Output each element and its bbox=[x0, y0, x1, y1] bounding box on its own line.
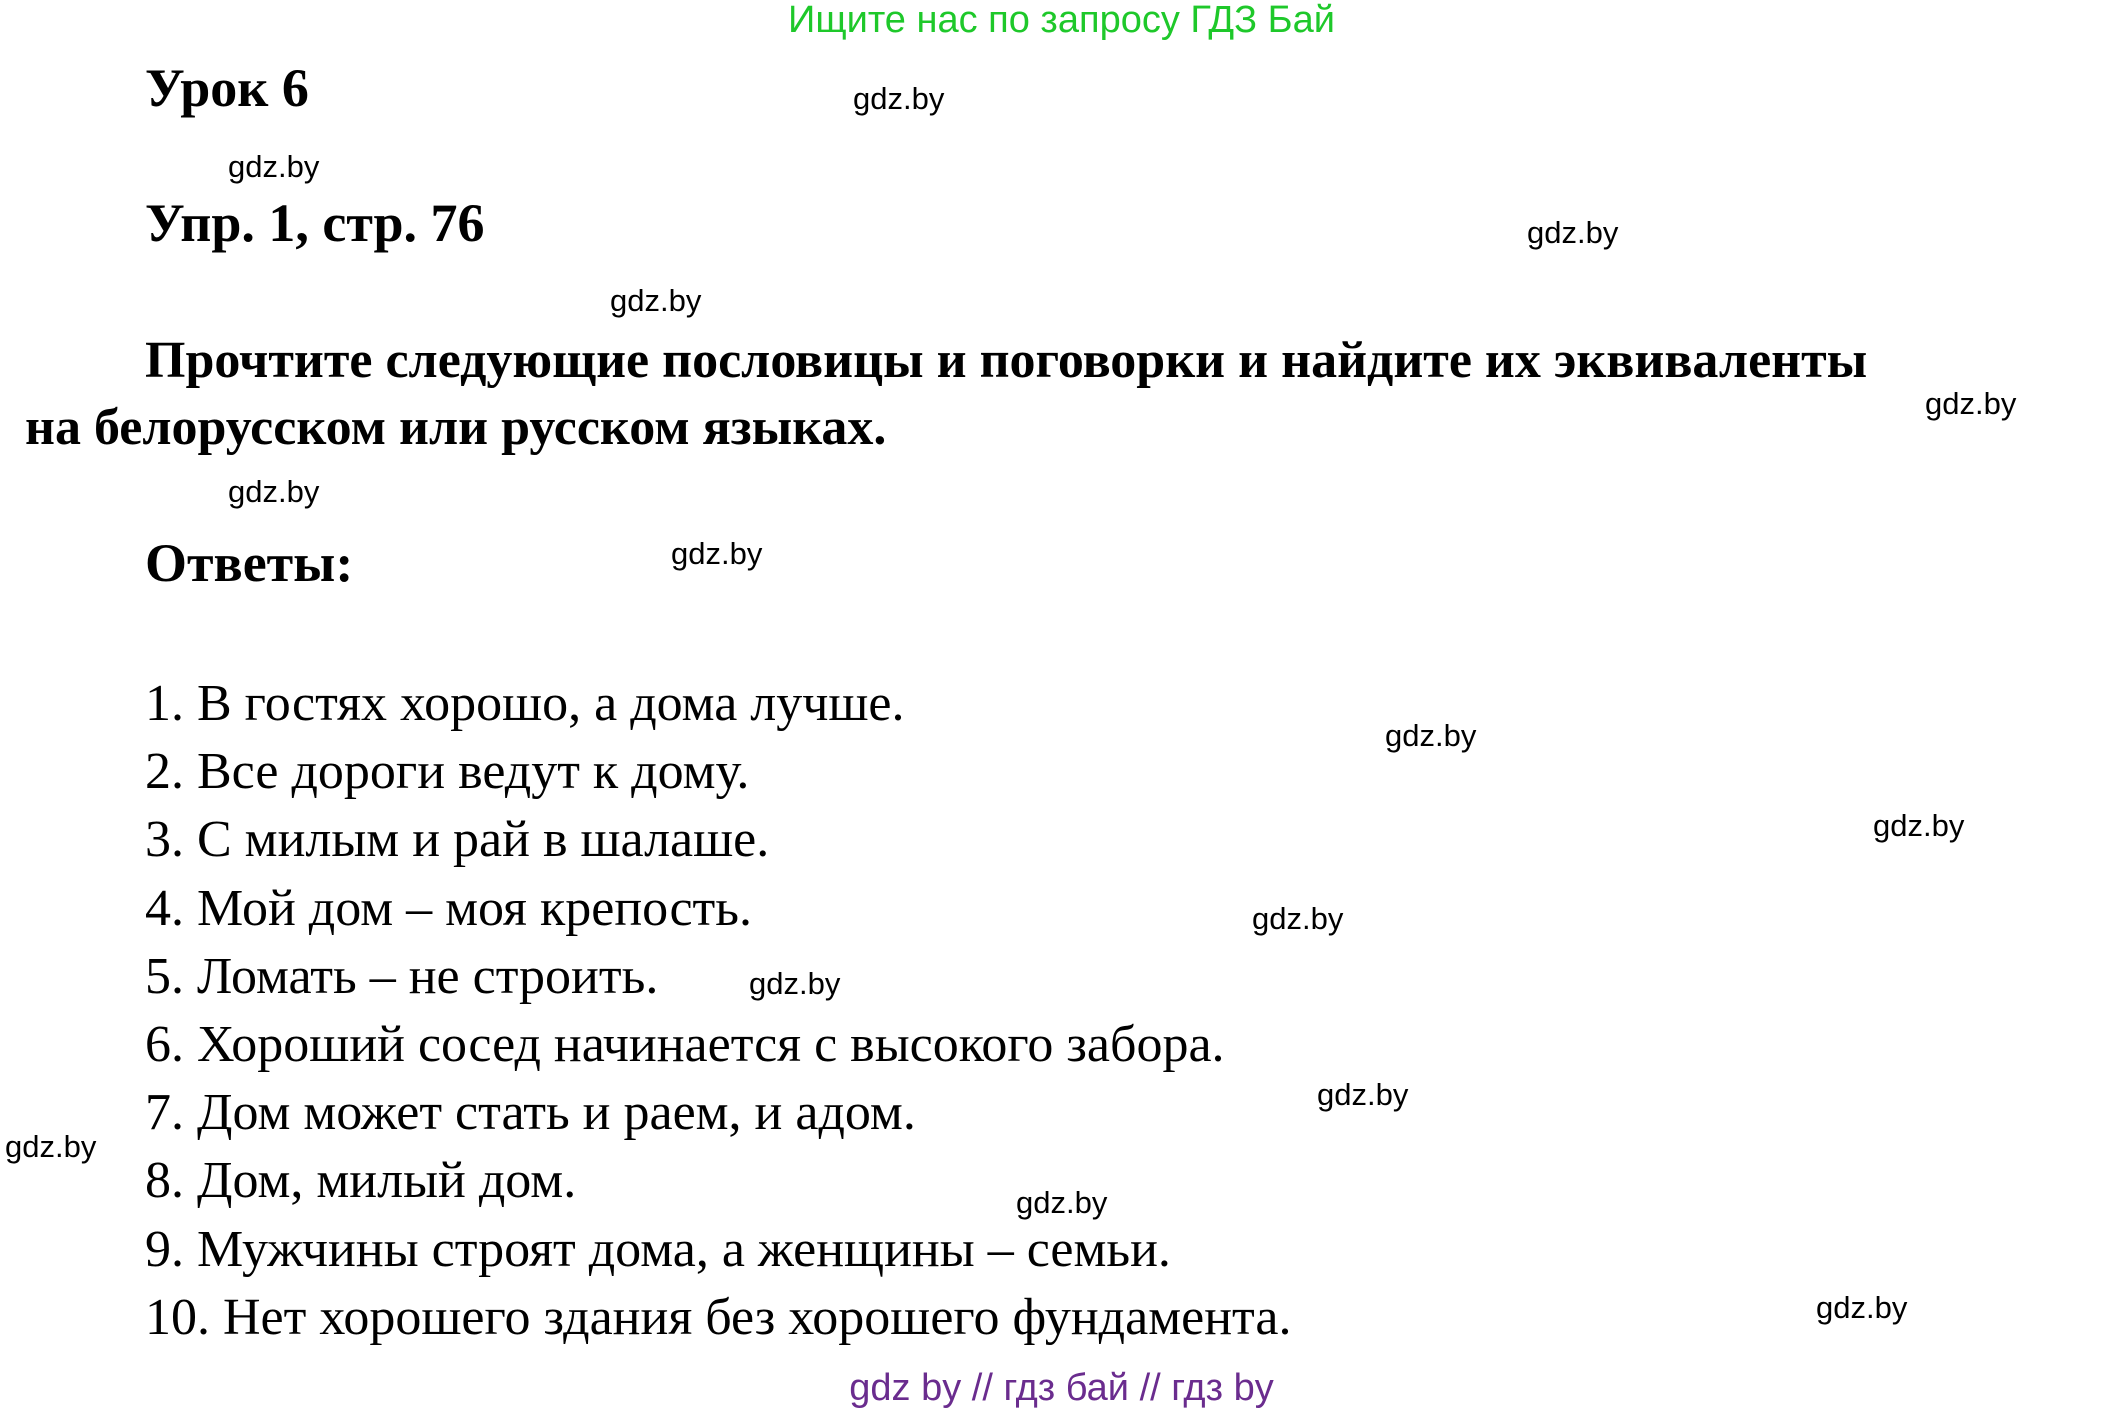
list-item: 1. В гостях хорошо, а дома лучше. bbox=[145, 675, 905, 732]
watermark: gdz.by bbox=[1527, 215, 1619, 250]
list-item: 5. Ломать – не строить. bbox=[145, 947, 659, 1005]
lesson-title: Урок 6 bbox=[145, 58, 309, 118]
watermark: gdz.by bbox=[228, 474, 320, 509]
answers-heading: Ответы: bbox=[145, 533, 354, 593]
exercise-title: Упр. 1, стр. 76 bbox=[145, 193, 485, 253]
answers-list bbox=[145, 670, 1291, 1352]
watermark: gdz.by bbox=[1873, 808, 1965, 843]
watermark: gdz.by bbox=[749, 966, 841, 1001]
watermark: gdz.by bbox=[1385, 718, 1477, 753]
watermark: gdz.by bbox=[671, 536, 763, 571]
list-item: 7. Дом может стать и раем, и адом. bbox=[145, 1084, 916, 1142]
list-item: 2. Все дороги ведут к дому. bbox=[145, 743, 750, 801]
watermark: gdz.by bbox=[1816, 1290, 1908, 1325]
list-item: 6. Хороший сосед начинается с высокого забора. bbox=[145, 1016, 1225, 1074]
footer-links[interactable]: gdz by // гдз бай // гдз by bbox=[849, 1367, 1274, 1409]
list-item: 8. Дом, милый дом. bbox=[145, 1152, 577, 1210]
watermark: gdz.by bbox=[5, 1129, 97, 1164]
watermark: gdz.by bbox=[1925, 386, 2017, 421]
list-item: 3. С милым и рай в шалаше. bbox=[145, 811, 770, 869]
list-item: 4. Мой дом – моя крепость. bbox=[145, 879, 752, 937]
watermark: gdz.by bbox=[1317, 1077, 1409, 1112]
watermark: gdz.by bbox=[610, 283, 702, 318]
watermark: gdz.by bbox=[1016, 1185, 1108, 1220]
task-line-1: Прочтите следующие пословицы и поговорки и найдите их эквиваленты bbox=[145, 332, 1868, 389]
task-instruction bbox=[25, 327, 2123, 461]
top-banner[interactable]: Ищите нас по запросу ГДЗ Бай bbox=[788, 0, 1335, 41]
watermark: gdz.by bbox=[228, 149, 320, 184]
list-item: 9. Мужчины строят дома, а женщины – семьи. bbox=[145, 1220, 1171, 1278]
watermark: gdz.by bbox=[853, 81, 945, 116]
task-line-2: на белорусском или русском языках. bbox=[25, 399, 887, 456]
list-item: 10. Нет хорошего здания без хорошего фундамента. bbox=[145, 1288, 1292, 1346]
watermark: gdz.by bbox=[1252, 901, 1344, 936]
